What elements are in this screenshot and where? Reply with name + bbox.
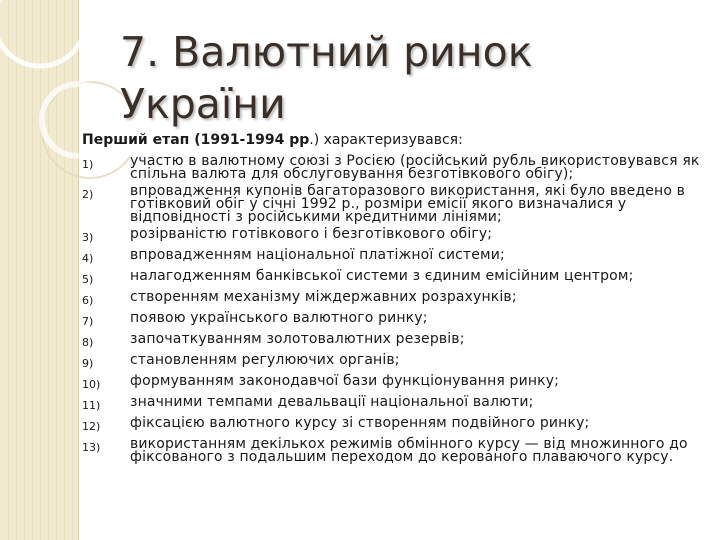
list-item [82, 270, 708, 287]
list-item-text: використанням декількох режимів обмінного курсу — від множинного до фіксованого з подальшим переходом до керованого плаваючого курсу. [130, 436, 688, 465]
list-item-text: налагодженням банківської системи з єдиним емісійним центром; [130, 268, 634, 284]
list-item [82, 438, 708, 464]
list-item-text: формуванням законодавчої бази функціонування ринку; [130, 373, 560, 389]
list-item [82, 185, 708, 224]
slide-content [82, 132, 708, 468]
list-item [82, 228, 708, 245]
list-item [82, 333, 708, 350]
intro-bold: Перший етап (1991-1994 рр [82, 132, 310, 148]
slide-title: 7. Валютний ринок України [120, 28, 533, 128]
list-item-text: участю в валютному союзі з Росією (російський рубль використовувався як спільна валюта для обслуговування безготівкового обігу); [130, 153, 700, 182]
intro-text [82, 132, 708, 149]
list-item [82, 155, 708, 181]
list-item-text: створенням механізму міждержавних розрахунків; [130, 289, 517, 305]
list-item-number: 13) [82, 441, 101, 454]
list-item-number: 6) [82, 294, 94, 307]
list-item-number: 9) [82, 357, 94, 370]
list-item-number: 7) [82, 315, 94, 328]
list-item-text: впровадженням національної платіжної системи; [130, 247, 505, 263]
list-item-text: започаткуванням золотовалютних резервів; [130, 331, 465, 347]
list-item-number: 1) [82, 158, 94, 171]
list-item [82, 354, 708, 371]
list-item-number: 5) [82, 273, 94, 286]
list-item [82, 396, 708, 413]
list-item-number: 3) [82, 231, 94, 244]
intro-rest: .) характеризувався: [309, 132, 463, 148]
list-item [82, 417, 708, 434]
list-item [82, 312, 708, 329]
list-item-text: становленням регулюючих органів; [130, 352, 400, 368]
list-item-number: 4) [82, 252, 94, 265]
list-item-text: значними темпами девальвації національної валюти; [130, 394, 534, 410]
list-item-number: 12) [82, 420, 101, 433]
list-item-text: впровадження купонів багаторазового використання, які було введено в готівковий обіг у січні 1992 р., розміри емісії якого визначалися у відповідності з російськими кредитними лініями; [130, 183, 686, 225]
list-item-number: 11) [82, 399, 101, 412]
list-item-text: фіксацією валютного курсу зі створенням подвійного ринку; [130, 415, 590, 431]
list-item [82, 291, 708, 308]
list-item [82, 375, 708, 392]
list-item-number: 2) [82, 188, 94, 201]
characteristics-list [82, 155, 708, 464]
list-item-text: появою українського валютного ринку; [130, 310, 428, 326]
list-item-number: 10) [82, 378, 101, 391]
list-item-number: 8) [82, 336, 94, 349]
list-item-text: розірваністю готівкового і безготівкового обігу; [130, 226, 493, 242]
list-item [82, 249, 708, 266]
